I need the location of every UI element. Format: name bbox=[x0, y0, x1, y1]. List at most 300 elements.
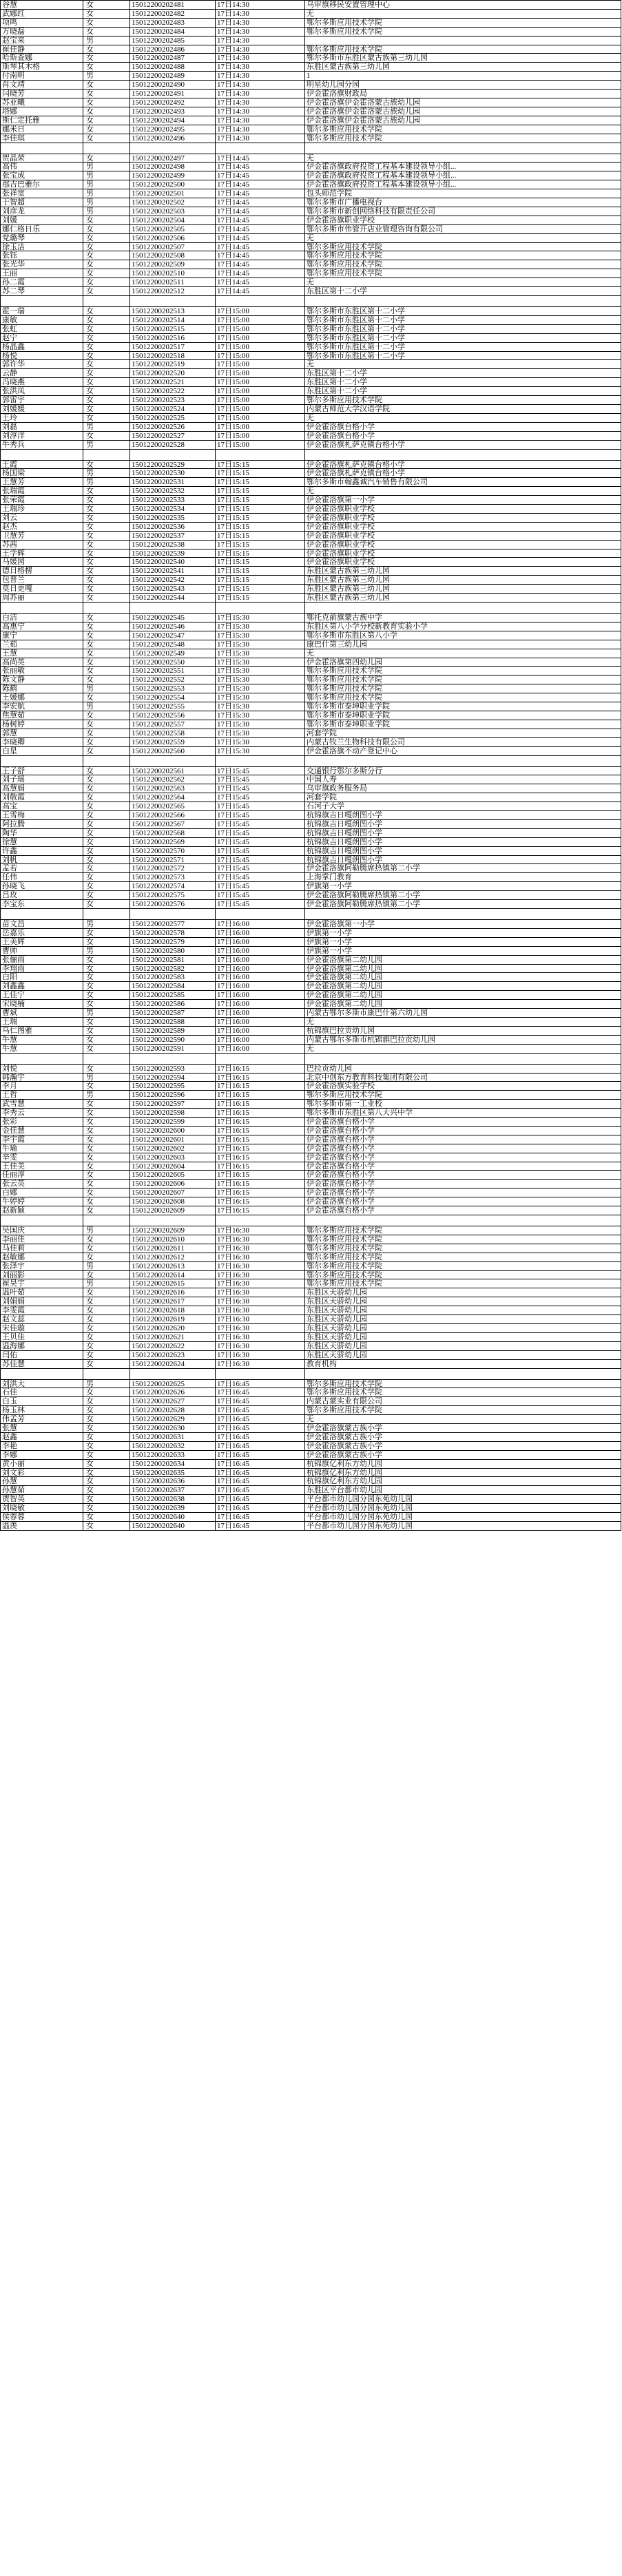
exam-id-cell: 15012200202497 bbox=[130, 154, 216, 163]
table-row bbox=[1, 820, 621, 829]
workplace-cell: 明星幼儿园分园 bbox=[305, 81, 621, 89]
name-cell: 李丽佳 bbox=[1, 1235, 83, 1244]
name-cell: 张洪凤 bbox=[1, 387, 83, 395]
name-cell: 伟孟芳 bbox=[1, 1415, 83, 1423]
exam-id-cell bbox=[130, 603, 216, 613]
name-cell: 刘敬霞 bbox=[1, 793, 83, 802]
gender-cell: 女 bbox=[83, 811, 130, 819]
gender-cell: 女 bbox=[83, 19, 130, 27]
exam-time-cell bbox=[216, 1215, 305, 1226]
workplace-cell: 伊金霍洛旗蒙古族小学 bbox=[305, 1433, 621, 1441]
table-row bbox=[1, 98, 621, 107]
name-cell: 贺晶荣 bbox=[1, 154, 83, 163]
exam-id-cell: 15012200202604 bbox=[130, 1162, 216, 1171]
table-row bbox=[1, 125, 621, 134]
exam-id-cell: 15012200202602 bbox=[130, 1144, 216, 1153]
workplace-cell: 无 bbox=[305, 234, 621, 242]
name-cell: 苏亚曦 bbox=[1, 98, 83, 107]
workplace-cell: 石河子大学 bbox=[305, 802, 621, 810]
name-cell: 刘丽影 bbox=[1, 1271, 83, 1279]
workplace-cell: 伊金霍洛旗台格小学 bbox=[305, 1118, 621, 1126]
workplace-cell: 鄂尔多斯市东胜区第十二小学 bbox=[305, 316, 621, 324]
table-row bbox=[1, 1297, 621, 1306]
table-row bbox=[1, 478, 621, 487]
gender-cell: 女 bbox=[83, 631, 130, 640]
workplace-cell: 伊金霍洛旗不动产登记中心 bbox=[305, 747, 621, 755]
exam-id-cell: 15012200202558 bbox=[130, 729, 216, 737]
exam-id-cell: 15012200202632 bbox=[130, 1442, 216, 1450]
exam-id-cell: 15012200202531 bbox=[130, 478, 216, 486]
gender-cell: 女 bbox=[83, 829, 130, 837]
workplace-cell: 伊金霍洛旗札萨克镇台格小学 bbox=[305, 441, 621, 449]
exam-id-cell: 15012200202566 bbox=[130, 811, 216, 819]
exam-time-cell: 17日15:45 bbox=[216, 820, 305, 828]
name-cell: 牛秀兵 bbox=[1, 441, 83, 449]
table-row bbox=[1, 1000, 621, 1009]
exam-id-cell: 15012200202509 bbox=[130, 260, 216, 269]
name-cell: 高慧娟 bbox=[1, 784, 83, 793]
workplace-cell: 无 bbox=[305, 414, 621, 422]
name-cell: 牛慧 bbox=[1, 1036, 83, 1044]
exam-id-cell: 15012200202598 bbox=[130, 1109, 216, 1117]
name-cell: 白娜 bbox=[1, 1188, 83, 1197]
workplace-cell: 鄂尔多斯应用技术学院 bbox=[305, 1380, 621, 1388]
name-cell: 王丽 bbox=[1, 269, 83, 278]
gender-cell bbox=[83, 1369, 130, 1379]
table-row bbox=[1, 956, 621, 965]
exam-id-cell: 15012200202492 bbox=[130, 98, 216, 107]
gender-cell: 女 bbox=[83, 856, 130, 864]
exam-id-cell bbox=[130, 450, 216, 460]
gender-cell: 男 bbox=[83, 1226, 130, 1235]
gender-cell: 女 bbox=[83, 729, 130, 737]
table-row bbox=[1, 1460, 621, 1469]
exam-time-cell: 17日16:00 bbox=[216, 920, 305, 928]
table-row bbox=[1, 369, 621, 378]
table-row bbox=[1, 1244, 621, 1253]
table-row bbox=[1, 847, 621, 856]
gender-cell: 女 bbox=[83, 1162, 130, 1171]
exam-time-cell: 17日15:30 bbox=[216, 711, 305, 720]
name-cell: 温叶茹 bbox=[1, 1288, 83, 1297]
exam-id-cell: 15012200202540 bbox=[130, 558, 216, 566]
exam-id-cell: 15012200202623 bbox=[130, 1351, 216, 1359]
name-cell: 肖文靖 bbox=[1, 81, 83, 89]
gender-cell: 女 bbox=[83, 45, 130, 54]
exam-time-cell: 17日15:30 bbox=[216, 702, 305, 711]
exam-time-cell: 17日16:15 bbox=[216, 1153, 305, 1162]
name-cell: 吴国庆 bbox=[1, 1226, 83, 1235]
name-cell: 王媛娜 bbox=[1, 693, 83, 702]
exam-id-cell: 15012200202554 bbox=[130, 693, 216, 702]
name-cell: 赵文蕊 bbox=[1, 1315, 83, 1323]
workplace-cell: 鄂尔多斯应用技术学院 bbox=[305, 251, 621, 260]
exam-id-cell: 15012200202627 bbox=[130, 1397, 216, 1405]
exam-id-cell: 15012200202631 bbox=[130, 1433, 216, 1441]
exam-id-cell: 15012200202542 bbox=[130, 576, 216, 584]
exam-time-cell: 17日14:45 bbox=[216, 243, 305, 251]
exam-id-cell: 15012200202621 bbox=[130, 1333, 216, 1341]
gender-cell: 女 bbox=[83, 1027, 130, 1035]
name-cell: 任伟 bbox=[1, 873, 83, 881]
workplace-cell: 鄂尔多斯应用技术学院 bbox=[305, 45, 621, 54]
workplace-cell bbox=[305, 909, 621, 919]
exam-time-cell: 17日16:00 bbox=[216, 982, 305, 990]
gender-cell: 女 bbox=[83, 873, 130, 881]
table-row bbox=[1, 496, 621, 505]
workplace-cell: 教育机构 bbox=[305, 1360, 621, 1368]
table-row bbox=[1, 10, 621, 19]
exam-time-cell: 17日15:30 bbox=[216, 720, 305, 729]
exam-time-cell: 17日16:00 bbox=[216, 1036, 305, 1044]
workplace-cell: 鄂尔多斯市伟管开店业管理咨询有限公司 bbox=[305, 225, 621, 233]
workplace-cell: 鄂尔多斯应用技术学院 bbox=[305, 1091, 621, 1099]
exam-time-cell: 17日14:45 bbox=[216, 154, 305, 163]
name-cell: 崔佳静 bbox=[1, 45, 83, 54]
exam-id-cell: 15012200202600 bbox=[130, 1127, 216, 1135]
exam-time-cell: 17日15:45 bbox=[216, 775, 305, 784]
table-row bbox=[1, 1074, 621, 1082]
workplace-cell: 鄂尔多斯市新创网络科技有限责任公司 bbox=[305, 207, 621, 216]
workplace-cell: 东胜区第十二小学 bbox=[305, 287, 621, 295]
workplace-cell: 鄂尔多斯应用技术学院 bbox=[305, 1388, 621, 1396]
exam-id-cell: 15012200202508 bbox=[130, 251, 216, 260]
gender-cell: 女 bbox=[83, 720, 130, 729]
name-cell: 王佳宁 bbox=[1, 991, 83, 999]
gender-cell: 男 bbox=[83, 1279, 130, 1288]
exam-id-cell: 15012200202579 bbox=[130, 938, 216, 946]
name-cell: 刘云 bbox=[1, 514, 83, 522]
exam-time-cell bbox=[216, 603, 305, 613]
gender-cell: 女 bbox=[83, 287, 130, 295]
exam-id-cell: 15012200202626 bbox=[130, 1388, 216, 1396]
gender-cell: 女 bbox=[83, 378, 130, 386]
table-row bbox=[1, 1513, 621, 1522]
exam-time-cell: 17日14:45 bbox=[216, 198, 305, 207]
name-cell: 苏佳慧 bbox=[1, 1360, 83, 1368]
exam-time-cell: 17日15:45 bbox=[216, 847, 305, 855]
gender-cell: 男 bbox=[83, 684, 130, 693]
name-cell: 曹斌 bbox=[1, 1009, 83, 1017]
workplace-cell: 杭锦旗吉日嘎朗图小学 bbox=[305, 856, 621, 864]
name-cell: 徐慧 bbox=[1, 838, 83, 846]
exam-time-cell: 17日16:45 bbox=[216, 1504, 305, 1512]
table-row bbox=[1, 631, 621, 640]
gender-cell: 女 bbox=[83, 1315, 130, 1323]
gender-cell: 女 bbox=[83, 658, 130, 667]
gender-cell: 女 bbox=[83, 1065, 130, 1073]
name-cell: 孙慧茹 bbox=[1, 1486, 83, 1494]
exam-time-cell: 17日16:30 bbox=[216, 1279, 305, 1288]
exam-time-cell: 17日14:30 bbox=[216, 134, 305, 143]
workplace-cell: 北京中创东方教育科技集团有限公司 bbox=[305, 1074, 621, 1082]
exam-time-cell: 17日15:30 bbox=[216, 693, 305, 702]
gender-cell: 女 bbox=[83, 558, 130, 566]
exam-time-cell: 17日15:45 bbox=[216, 900, 305, 908]
workplace-cell: 鄂尔多斯市广播电视台 bbox=[305, 198, 621, 207]
exam-id-cell: 15012200202535 bbox=[130, 514, 216, 522]
exam-time-cell: 17日15:30 bbox=[216, 738, 305, 746]
workplace-cell bbox=[305, 1369, 621, 1379]
exam-time-cell: 17日16:30 bbox=[216, 1244, 305, 1253]
workplace-cell: 鄂尔多斯应用技术学院 bbox=[305, 1279, 621, 1288]
exam-id-cell bbox=[130, 1054, 216, 1064]
table-row bbox=[1, 36, 621, 45]
name-cell bbox=[1, 1215, 83, 1226]
name-cell: 牛瑜 bbox=[1, 1144, 83, 1153]
workplace-cell: 上海掌门教育 bbox=[305, 873, 621, 881]
exam-id-cell bbox=[130, 1369, 216, 1379]
table-row bbox=[1, 929, 621, 938]
gender-cell: 男 bbox=[83, 947, 130, 955]
exam-time-cell: 17日15:30 bbox=[216, 684, 305, 693]
gender-cell: 女 bbox=[83, 225, 130, 233]
table-row bbox=[1, 423, 621, 432]
name-cell: 冯晓燕 bbox=[1, 378, 83, 386]
gender-cell bbox=[83, 143, 130, 154]
exam-id-cell bbox=[130, 756, 216, 766]
gender-cell: 女 bbox=[83, 1486, 130, 1494]
table-row bbox=[1, 622, 621, 631]
workplace-cell: 伊金霍洛旗职业学校 bbox=[305, 532, 621, 540]
gender-cell: 女 bbox=[83, 496, 130, 504]
gender-cell: 女 bbox=[83, 81, 130, 89]
exam-time-cell: 17日16:45 bbox=[216, 1522, 305, 1530]
exam-id-cell: 15012200202625 bbox=[130, 1380, 216, 1388]
name-cell: 高尚英 bbox=[1, 658, 83, 667]
exam-id-cell: 15012200202603 bbox=[130, 1153, 216, 1162]
name-cell: 刘淳洋 bbox=[1, 432, 83, 440]
workplace-cell: 无 bbox=[305, 1415, 621, 1423]
name-cell: 谷慧 bbox=[1, 1, 83, 9]
name-cell: 李娜 bbox=[1, 1451, 83, 1459]
name-cell: 王慧芳 bbox=[1, 478, 83, 486]
table-row bbox=[1, 45, 621, 54]
exam-time-cell: 17日14:30 bbox=[216, 63, 305, 71]
gender-cell: 女 bbox=[83, 396, 130, 404]
workplace-cell: 伊金霍洛旗札萨克镇台格小学 bbox=[305, 469, 621, 477]
exam-id-cell: 15012200202639 bbox=[130, 1504, 216, 1512]
workplace-cell: 无 bbox=[305, 649, 621, 658]
table-row bbox=[1, 720, 621, 729]
table-row bbox=[1, 965, 621, 974]
exam-time-cell bbox=[216, 909, 305, 919]
group-separator-row bbox=[1, 603, 621, 614]
exam-time-cell: 17日14:45 bbox=[216, 234, 305, 242]
table-row bbox=[1, 523, 621, 532]
name-cell: 王瑞 bbox=[1, 1018, 83, 1026]
table-row bbox=[1, 1288, 621, 1297]
table-row bbox=[1, 558, 621, 567]
name-cell: 闫佑 bbox=[1, 1351, 83, 1359]
name-cell: 苏茜 bbox=[1, 541, 83, 549]
name-cell: 霍一瑞 bbox=[1, 307, 83, 315]
gender-cell: 女 bbox=[83, 1333, 130, 1341]
exam-time-cell: 17日15:30 bbox=[216, 649, 305, 658]
exam-time-cell: 17日15:45 bbox=[216, 767, 305, 775]
table-row bbox=[1, 334, 621, 343]
workplace-cell: 伊金霍洛旗蒙古族小学 bbox=[305, 1424, 621, 1432]
gender-cell bbox=[83, 1215, 130, 1226]
workplace-cell: 伊金霍洛旗台格小学 bbox=[305, 1162, 621, 1171]
exam-time-cell: 17日16:30 bbox=[216, 1271, 305, 1279]
gender-cell: 女 bbox=[83, 269, 130, 278]
exam-id-cell: 15012200202601 bbox=[130, 1135, 216, 1144]
workplace-cell: 鄂尔多斯应用技术学院 bbox=[305, 1406, 621, 1414]
gender-cell: 女 bbox=[83, 343, 130, 351]
exam-id-cell: 15012200202511 bbox=[130, 278, 216, 286]
table-row bbox=[1, 180, 621, 189]
table-row bbox=[1, 1226, 621, 1235]
exam-time-cell: 17日16:15 bbox=[216, 1074, 305, 1082]
workplace-cell: 鄂尔多斯应用技术学院 bbox=[305, 684, 621, 693]
table-row bbox=[1, 387, 621, 396]
workplace-cell: 伊金霍洛旗台格小学 bbox=[305, 1188, 621, 1197]
exam-time-cell bbox=[216, 143, 305, 154]
name-cell: 王雪梅 bbox=[1, 811, 83, 819]
gender-cell: 女 bbox=[83, 1324, 130, 1332]
table-row bbox=[1, 667, 621, 676]
table-row bbox=[1, 1109, 621, 1118]
gender-cell: 女 bbox=[83, 1135, 130, 1144]
name-cell: 包普兰 bbox=[1, 576, 83, 584]
exam-id-cell: 15012200202574 bbox=[130, 882, 216, 890]
table-row bbox=[1, 702, 621, 711]
name-cell: 金佳慧 bbox=[1, 1127, 83, 1135]
exam-time-cell: 17日14:45 bbox=[216, 207, 305, 216]
exam-id-cell: 15012200202569 bbox=[130, 838, 216, 846]
exam-time-cell: 17日15:30 bbox=[216, 676, 305, 684]
exam-time-cell: 17日15:30 bbox=[216, 747, 305, 755]
exam-id-cell: 15012200202586 bbox=[130, 1000, 216, 1008]
name-cell: 娜仁格日乐 bbox=[1, 225, 83, 233]
group-separator-row bbox=[1, 296, 621, 307]
table-row bbox=[1, 747, 621, 756]
group-separator-row bbox=[1, 450, 621, 461]
table-row bbox=[1, 856, 621, 865]
gender-cell: 女 bbox=[83, 965, 130, 973]
name-cell: 乌仁图雅 bbox=[1, 1027, 83, 1035]
gender-cell: 女 bbox=[83, 487, 130, 495]
name-cell: 兰茹 bbox=[1, 640, 83, 649]
name-cell: 曹帅 bbox=[1, 947, 83, 955]
name-cell bbox=[1, 1054, 83, 1064]
gender-cell: 女 bbox=[83, 738, 130, 746]
table-row bbox=[1, 343, 621, 352]
exam-time-cell: 17日16:45 bbox=[216, 1380, 305, 1388]
exam-time-cell: 17日14:45 bbox=[216, 269, 305, 278]
table-row bbox=[1, 72, 621, 81]
table-row bbox=[1, 461, 621, 470]
workplace-cell: 伊金霍洛旗阿勒腾席热镇第二小学 bbox=[305, 864, 621, 872]
workplace-cell: 鄂尔多斯市泰坤职业学院 bbox=[305, 720, 621, 729]
table-row bbox=[1, 864, 621, 873]
table-row bbox=[1, 378, 621, 387]
gender-cell: 男 bbox=[83, 1009, 130, 1017]
table-row bbox=[1, 882, 621, 891]
workplace-cell: 无 bbox=[305, 487, 621, 495]
name-cell: 张宝成 bbox=[1, 171, 83, 180]
gender-cell: 男 bbox=[83, 189, 130, 198]
table-row bbox=[1, 1306, 621, 1315]
name-cell: 张祥宽 bbox=[1, 189, 83, 198]
exam-time-cell: 17日16:45 bbox=[216, 1486, 305, 1494]
workplace-cell: 鄂尔多斯市翰鑫诚汽车销售有限公司 bbox=[305, 478, 621, 486]
exam-id-cell: 15012200202634 bbox=[130, 1460, 216, 1468]
workplace-cell: 伊金霍洛旗台格小学 bbox=[305, 1153, 621, 1162]
workplace-cell: 鄂尔多斯应用技术学院 bbox=[305, 19, 621, 27]
table-row bbox=[1, 1180, 621, 1188]
name-cell: 李晓卿 bbox=[1, 738, 83, 746]
name-cell bbox=[1, 909, 83, 919]
exam-id-cell: 15012200202545 bbox=[130, 614, 216, 622]
name-cell: 白星 bbox=[1, 747, 83, 755]
exam-id-cell: 15012200202591 bbox=[130, 1045, 216, 1053]
table-row bbox=[1, 784, 621, 793]
gender-cell: 男 bbox=[83, 441, 130, 449]
exam-id-cell: 15012200202546 bbox=[130, 622, 216, 631]
exam-id-cell: 15012200202532 bbox=[130, 487, 216, 495]
exam-time-cell: 17日15:00 bbox=[216, 405, 305, 413]
exam-time-cell: 17日15:15 bbox=[216, 523, 305, 531]
name-cell: 张泽宇 bbox=[1, 1262, 83, 1270]
name-cell: 刘晓敏 bbox=[1, 1504, 83, 1512]
gender-cell: 女 bbox=[83, 1244, 130, 1253]
workplace-cell: 伊金霍洛旗阿勒腾席热镇第二小学 bbox=[305, 900, 621, 908]
gender-cell: 女 bbox=[83, 234, 130, 242]
workplace-cell: 杭锦旗巴拉贡幼儿园 bbox=[305, 1027, 621, 1035]
workplace-cell: 1 bbox=[305, 72, 621, 80]
gender-cell: 女 bbox=[83, 767, 130, 775]
exam-time-cell: 17日16:00 bbox=[216, 1045, 305, 1053]
name-cell: 许鑫 bbox=[1, 847, 83, 855]
exam-id-cell: 15012200202556 bbox=[130, 711, 216, 720]
workplace-cell: 杭锦旗吉日嘎朗图小学 bbox=[305, 838, 621, 846]
workplace-cell: 伊金霍洛旗实验学校 bbox=[305, 1082, 621, 1090]
name-cell: 那吉巴雅尔 bbox=[1, 180, 83, 189]
gender-cell: 女 bbox=[83, 1495, 130, 1503]
exam-time-cell: 17日14:30 bbox=[216, 116, 305, 125]
table-row bbox=[1, 287, 621, 296]
exam-time-cell: 17日16:30 bbox=[216, 1226, 305, 1235]
name-cell: 崔昊宇 bbox=[1, 1279, 83, 1288]
exam-time-cell: 17日15:45 bbox=[216, 838, 305, 846]
gender-cell: 女 bbox=[83, 360, 130, 368]
exam-id-cell: 15012200202521 bbox=[130, 378, 216, 386]
exam-id-cell: 15012200202584 bbox=[130, 982, 216, 990]
exam-time-cell: 17日16:15 bbox=[216, 1206, 305, 1215]
exam-time-cell: 17日15:15 bbox=[216, 514, 305, 522]
name-cell: 李雯霞 bbox=[1, 1306, 83, 1315]
gender-cell: 女 bbox=[83, 1253, 130, 1261]
table-row bbox=[1, 243, 621, 252]
exam-time-cell: 17日16:15 bbox=[216, 1144, 305, 1153]
gender-cell bbox=[83, 909, 130, 919]
table-row bbox=[1, 1415, 621, 1424]
exam-id-cell: 15012200202588 bbox=[130, 1018, 216, 1026]
table-row bbox=[1, 1045, 621, 1054]
exam-id-cell: 15012200202629 bbox=[130, 1415, 216, 1423]
exam-id-cell: 15012200202616 bbox=[130, 1288, 216, 1297]
table-row bbox=[1, 189, 621, 198]
table-row bbox=[1, 938, 621, 947]
exam-time-cell: 17日15:15 bbox=[216, 478, 305, 486]
table-row bbox=[1, 234, 621, 243]
gender-cell: 女 bbox=[83, 1415, 130, 1423]
name-cell: 武雪慧 bbox=[1, 1100, 83, 1108]
gender-cell: 女 bbox=[83, 1171, 130, 1179]
table-row bbox=[1, 396, 621, 405]
